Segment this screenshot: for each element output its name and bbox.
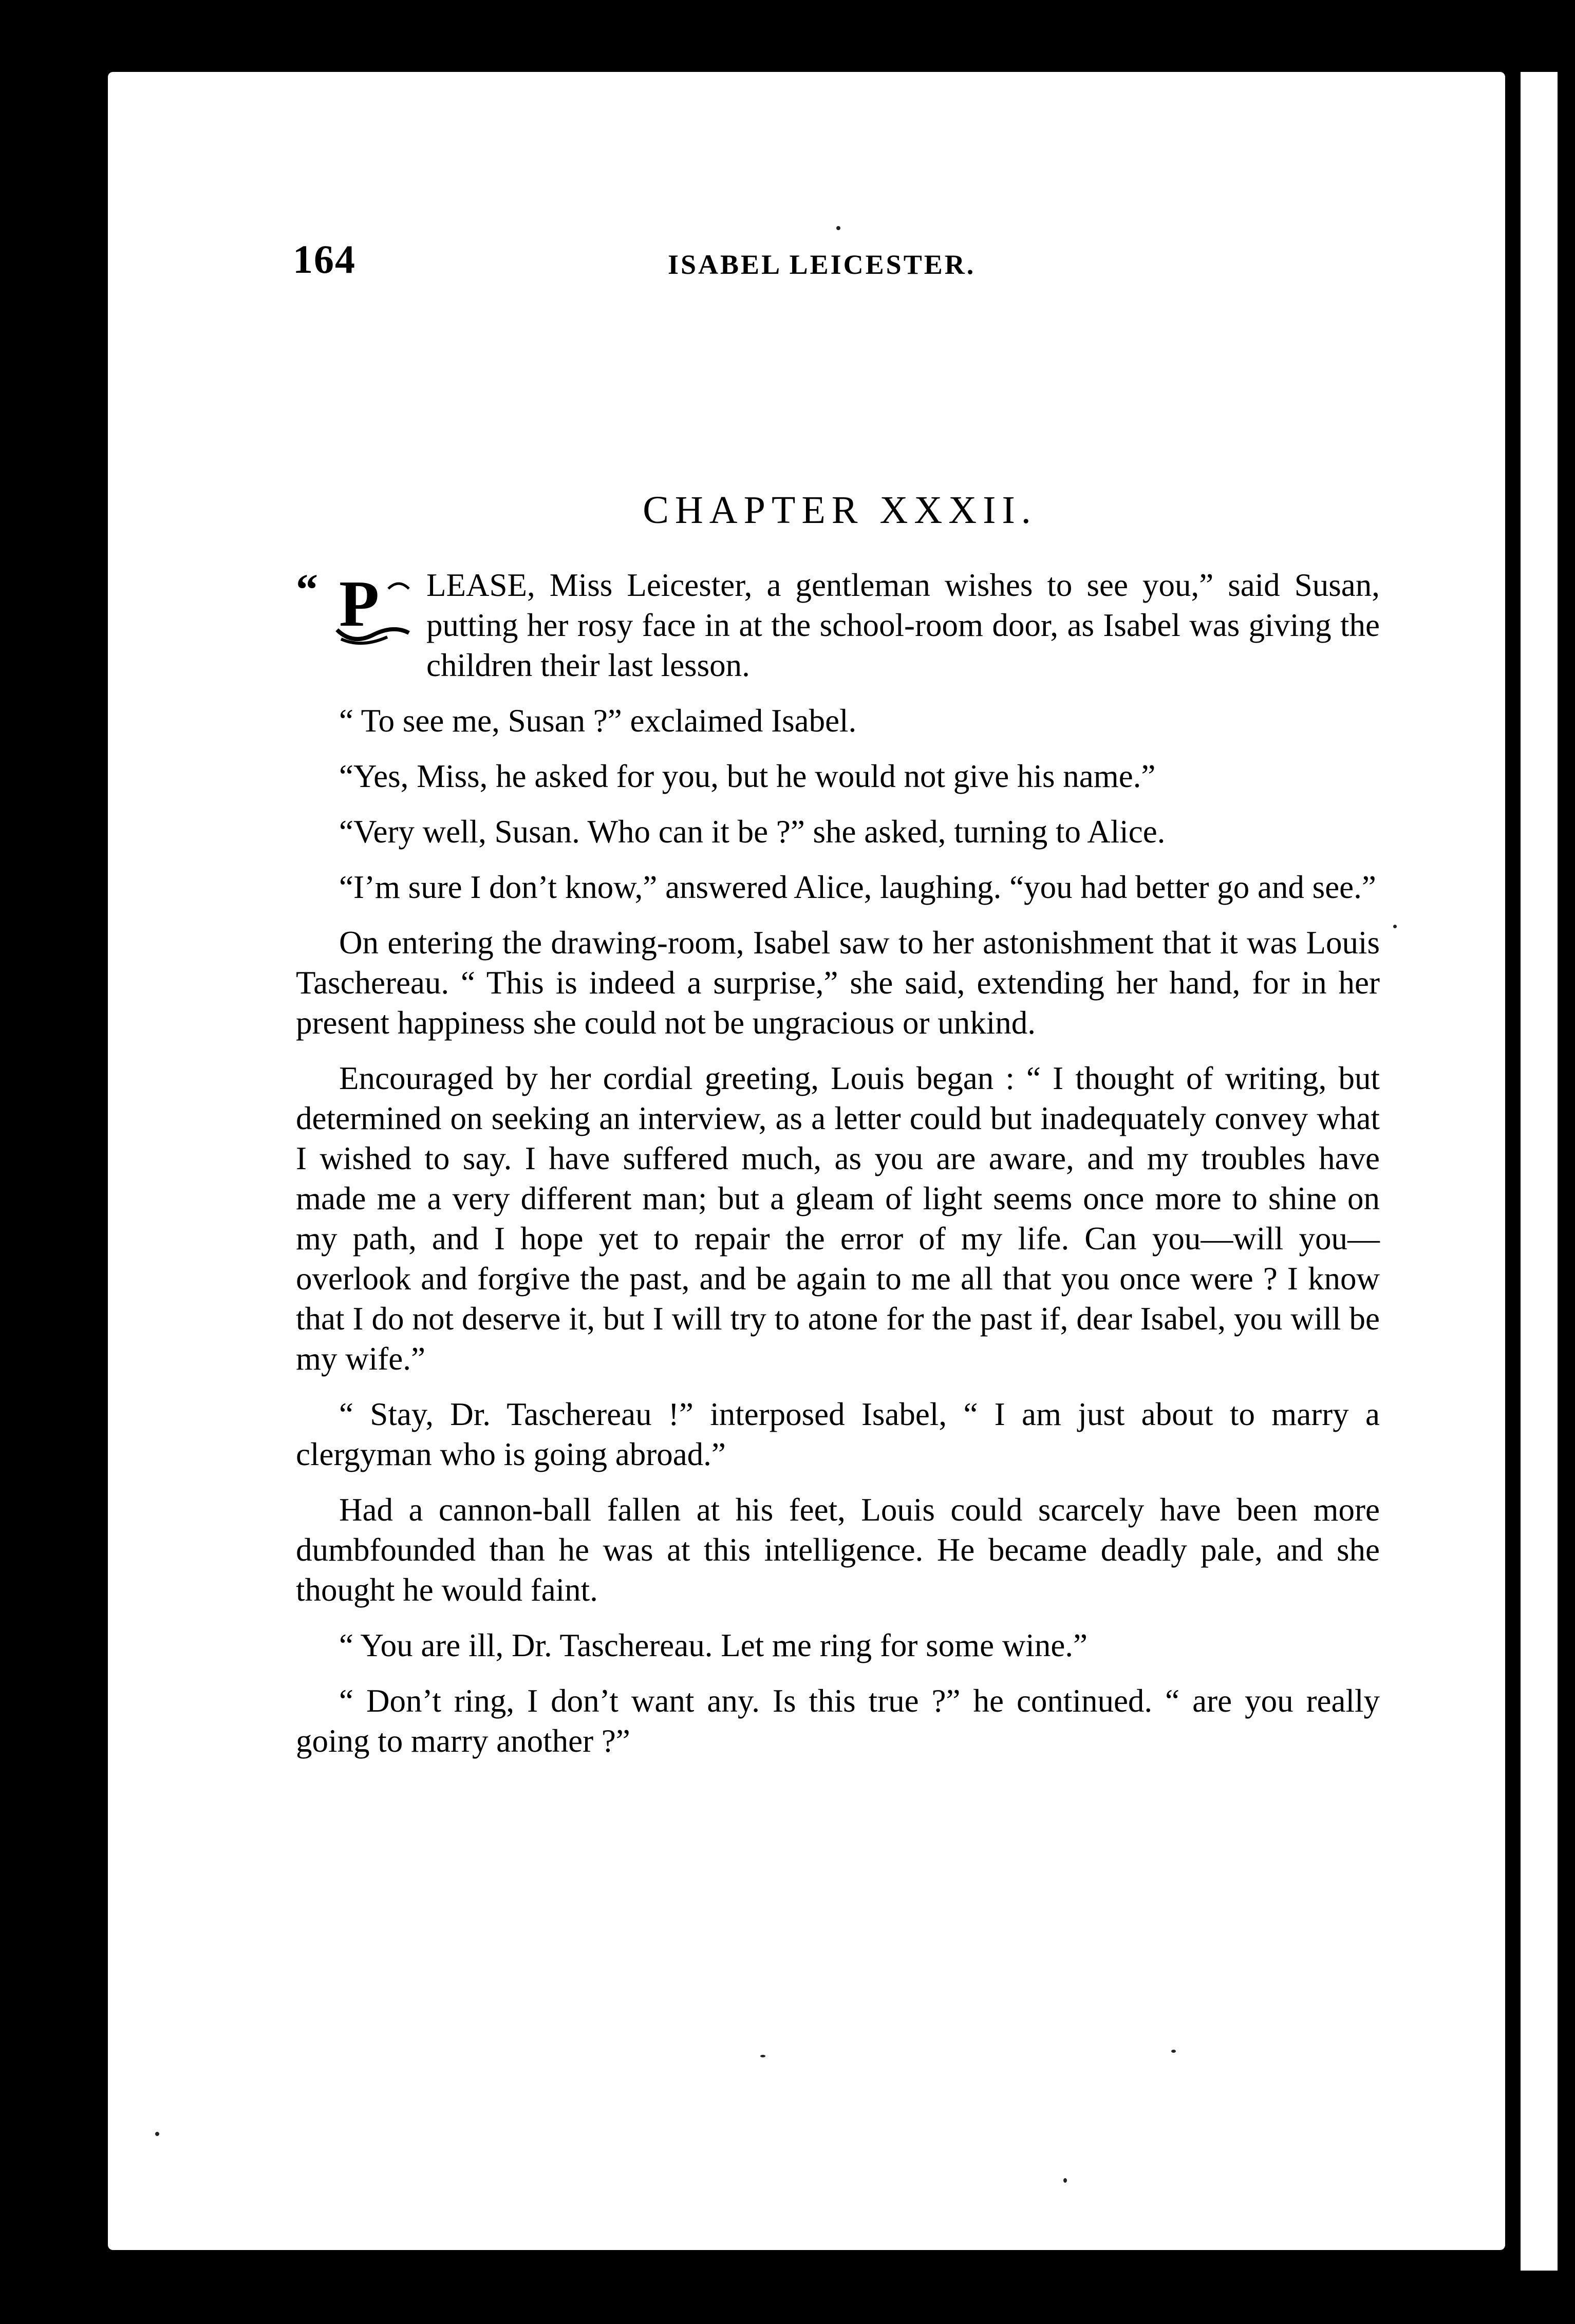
drop-cap-quote: “ xyxy=(296,568,318,614)
next-page-edge xyxy=(1521,72,1558,2271)
page-header xyxy=(293,236,1012,298)
paragraph: “ Stay, Dr. Taschereau !” interposed Isabel, “ I am just about to marry a clergyman who is going abroad.” xyxy=(296,1396,1380,1472)
scan-speck xyxy=(155,2132,159,2136)
paragraph: “ You are ill, Dr. Taschereau. Let me ring for some wine.” xyxy=(339,1627,1088,1663)
page-gutter-shadow xyxy=(1507,72,1521,2250)
drop-cap-letter: P xyxy=(339,568,380,640)
ornamental-drop-cap xyxy=(296,568,419,650)
chapter-heading: CHAPTER XXXII. xyxy=(643,489,1037,532)
scan-speck xyxy=(1171,2050,1176,2053)
opening-paragraph xyxy=(296,565,1380,685)
scan-speck xyxy=(760,2055,765,2057)
running-title: ISABEL LEICESTER. xyxy=(668,249,976,280)
paragraph: “Yes, Miss, he asked for you, but he would not give his name.” xyxy=(339,758,1156,794)
paragraph: “ To see me, Susan ?” exclaimed Isabel. xyxy=(339,703,857,739)
paragraph: “Very well, Susan. Who can it be ?” she asked, turning to Alice. xyxy=(339,814,1166,850)
scan-speck xyxy=(1063,2178,1067,2183)
paragraph: “ Don’t ring, I don’t want any. Is this true ?” he continued. “ are you really going to marry another ?” xyxy=(296,1683,1380,1759)
paragraph: On entering the drawing-room, Isabel saw to her astonishment that it was Louis Taschereau. “ This is indeed a surprise,” she said, extending her hand, for in her present happiness she could not be ungracious or unkind. xyxy=(296,925,1380,1041)
paragraph: “I’m sure I don’t know,” answered Alice, laughing. “you had better go and see.” xyxy=(339,869,1376,905)
scan-speck xyxy=(836,226,840,230)
chapter-body xyxy=(296,565,1380,1776)
scan-speck xyxy=(1393,925,1397,928)
paragraph-text: LEASE, Miss Leicester, a gentleman wishes to see you,” said Susan, putting her rosy face in at the school-room door, as Isabel was giving the children their last lesson. xyxy=(426,567,1380,683)
page-number: 164 xyxy=(293,237,356,282)
paragraph: Encouraged by her cordial greeting, Louis began : “ I thought of writing, but determined on seeking an interview, as a letter could but inadequately convey what I wished to say. I have suffered much, as you are aware, and my troubles have made me a very different man; but a gleam of light seems once more to shine on my path, and I hope yet to repair the error of my life. Can you—will you—overlook and forgive the past, and be again to me all that you once were ? I know that I do not deserve it, but I will try to atone for the past if, dear Isabel, you will be my wife.” xyxy=(296,1060,1380,1377)
paragraph: Had a cannon-ball fallen at his feet, Louis could scarcely have been more dumbfounded than he was at this intelligence. He became deadly pale, and she thought he would faint. xyxy=(296,1492,1380,1608)
